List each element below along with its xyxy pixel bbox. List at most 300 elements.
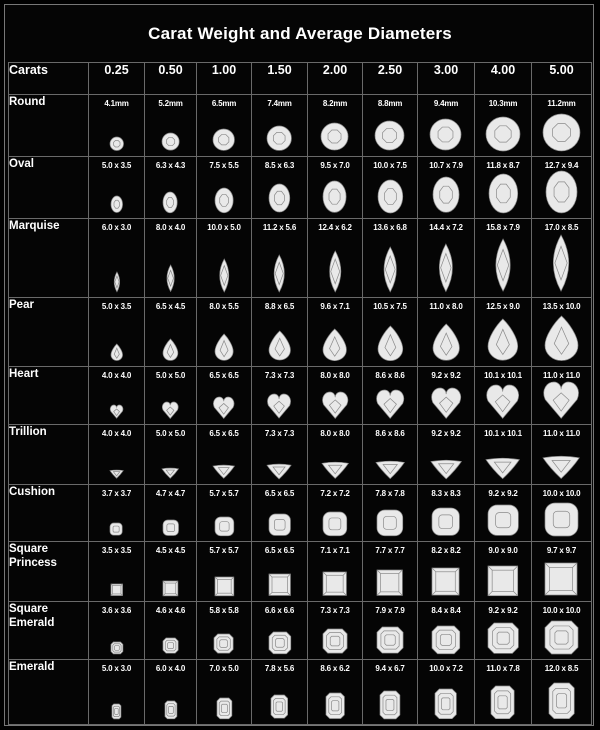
size-cell	[475, 485, 532, 542]
round-stone-shape	[320, 122, 350, 152]
dimension-label: 7.2 x 7.2	[320, 489, 350, 498]
carat-header-2.50: 2.50	[363, 63, 418, 95]
oval-stone-icon	[145, 191, 196, 214]
cushion-stone-shape	[214, 516, 235, 537]
dimension-label: 12.0 x 8.5	[544, 664, 579, 673]
dimension-label: 7.0 x 5.0	[209, 664, 239, 673]
size-cell	[252, 602, 308, 660]
heart-stone-shape	[161, 401, 180, 420]
size-cell	[532, 157, 592, 219]
size-cell	[145, 425, 197, 485]
size-cell	[532, 485, 592, 542]
cushion-stone-shape	[544, 502, 579, 537]
size-cell	[252, 95, 308, 157]
pear-stone-icon	[475, 318, 531, 362]
pear-stone-shape	[162, 338, 179, 362]
shape-label: Emerald	[9, 660, 89, 725]
dimension-label: 9.5 x 7.0	[320, 161, 350, 170]
trillion-stone-icon	[197, 464, 251, 480]
oval-stone-shape	[545, 170, 579, 214]
size-cell	[145, 542, 197, 602]
cushion-stone-shape	[322, 511, 348, 537]
princess-stone-icon	[532, 562, 591, 597]
dimension-label: 8.2 x 8.2	[431, 546, 461, 555]
dimension-label: 8.4 x 8.4	[431, 606, 461, 615]
dimension-label: 5.0 x 3.5	[101, 302, 132, 311]
size-cell	[145, 298, 197, 367]
dimension-label: 8.0 x 5.5	[209, 302, 239, 311]
size-cell	[308, 219, 363, 298]
size-cell	[308, 367, 363, 425]
dimension-label: 9.2 x 9.2	[431, 371, 461, 380]
size-cell	[532, 542, 592, 602]
size-cell	[308, 298, 363, 367]
cushion-stone-shape	[268, 513, 292, 537]
sqemerald-stone-icon	[363, 626, 417, 655]
dimension-label: 6.5 x 6.5	[209, 371, 239, 380]
size-cell	[532, 660, 592, 725]
round-stone-icon	[532, 113, 591, 152]
size-cell	[197, 219, 252, 298]
pear-stone-icon	[532, 315, 591, 362]
dimension-label: 6.5 x 4.5	[155, 302, 186, 311]
size-cell	[89, 298, 145, 367]
dimension-label: 5.8 x 5.8	[209, 606, 239, 615]
size-cell	[89, 425, 145, 485]
shape-row-round	[9, 95, 592, 157]
dimension-label: 8.3 x 8.3	[431, 489, 461, 498]
size-cell	[252, 542, 308, 602]
oval-stone-shape	[377, 179, 404, 214]
dimension-label: 10.0 x 5.0	[207, 223, 241, 232]
dimension-label: 10.0 x 10.0	[542, 489, 581, 498]
carat-header-3.00: 3.00	[418, 63, 475, 95]
dimension-label: 6.5 x 6.5	[264, 546, 295, 555]
pear-stone-shape	[544, 315, 579, 362]
emerald-stone-shape	[270, 694, 289, 720]
oval-stone-shape	[110, 195, 124, 214]
dimension-label: 6.6 x 6.6	[264, 606, 295, 615]
dimension-label: 5.7 x 5.7	[209, 546, 239, 555]
dimension-label: 3.5 x 3.5	[101, 546, 132, 555]
size-cell	[308, 660, 363, 725]
dimension-label: 7.9 x 7.9	[375, 606, 405, 615]
emerald-stone-icon	[532, 682, 591, 720]
sqemerald-stone-shape	[110, 641, 124, 655]
heart-stone-icon	[89, 404, 144, 420]
marquise-stone-icon	[252, 254, 307, 293]
size-cell	[252, 660, 308, 725]
round-stone-shape	[374, 120, 406, 152]
carat-header-0.25: 0.25	[89, 63, 145, 95]
size-cell	[252, 485, 308, 542]
dimension-label: 4.1mm	[104, 99, 129, 108]
dimension-label: 5.7 x 5.7	[209, 489, 239, 498]
cushion-stone-icon	[252, 513, 307, 537]
dimension-label: 10.3mm	[488, 99, 518, 108]
size-cell	[418, 542, 475, 602]
shape-label: Square Emerald	[9, 602, 89, 660]
sqemerald-stone-shape	[487, 622, 520, 655]
heart-stone-shape	[430, 387, 463, 420]
size-cell	[363, 95, 418, 157]
shape-row-heart	[9, 367, 592, 425]
size-cell	[252, 157, 308, 219]
dimension-label: 10.1 x 10.1	[484, 429, 522, 438]
size-cell	[308, 485, 363, 542]
trillion-stone-shape	[375, 460, 406, 480]
dimension-label: 15.8 x 7.9	[486, 223, 520, 232]
pear-stone-shape	[432, 323, 461, 362]
cushion-stone-icon	[308, 511, 362, 537]
pear-stone-icon	[363, 325, 417, 362]
size-cell	[308, 425, 363, 485]
cushion-stone-icon	[475, 504, 531, 537]
size-cell	[308, 95, 363, 157]
carat-diameter-table	[8, 62, 592, 725]
marquise-stone-shape	[163, 264, 179, 293]
dimension-label: 6.5 x 6.5	[264, 489, 295, 498]
princess-stone-shape	[544, 562, 579, 597]
size-cell	[363, 485, 418, 542]
dimension-label: 10.0 x 7.5	[373, 161, 407, 170]
emerald-stone-shape	[434, 688, 458, 720]
round-stone-shape	[161, 132, 181, 152]
round-stone-shape	[266, 125, 293, 152]
trillion-stone-icon	[475, 457, 531, 480]
sqemerald-stone-icon	[418, 625, 474, 655]
marquise-stone-shape	[433, 243, 459, 293]
size-cell	[475, 367, 532, 425]
dimension-label: 8.6 x 6.2	[320, 664, 350, 673]
marquise-stone-shape	[489, 238, 518, 293]
marquise-stone-shape	[269, 254, 290, 293]
dimension-label: 6.5mm	[211, 99, 237, 108]
dimension-label: 9.6 x 7.1	[320, 302, 350, 311]
dimension-label: 5.0 x 5.0	[155, 371, 186, 380]
dimension-label: 7.3 x 7.3	[264, 371, 295, 380]
shape-row-marquise	[9, 219, 592, 298]
size-cell	[532, 602, 592, 660]
size-cell	[363, 425, 418, 485]
size-cell	[418, 660, 475, 725]
dimension-label: 9.4mm	[433, 99, 459, 108]
dimension-label: 11.2mm	[547, 99, 576, 108]
dimension-label: 4.0 x 4.0	[101, 371, 132, 380]
emerald-stone-shape	[548, 682, 576, 720]
princess-stone-icon	[145, 580, 196, 597]
sqemerald-stone-icon	[89, 641, 144, 655]
size-cell	[475, 95, 532, 157]
size-cell	[363, 157, 418, 219]
marquise-stone-icon	[363, 246, 417, 293]
size-cell	[145, 219, 197, 298]
size-cell	[89, 157, 145, 219]
shape-label: Trillion	[9, 425, 89, 485]
size-cell	[89, 219, 145, 298]
size-cell	[145, 367, 197, 425]
dimension-label: 5.0 x 3.0	[101, 664, 132, 673]
shape-label: Square Princess	[9, 542, 89, 602]
size-cell	[197, 660, 252, 725]
size-cell	[475, 157, 532, 219]
emerald-stone-shape	[216, 697, 233, 720]
oval-stone-shape	[268, 183, 291, 214]
shape-label: Cushion	[9, 485, 89, 542]
size-cell	[475, 298, 532, 367]
heart-stone-icon	[475, 384, 531, 420]
princess-stone-shape	[162, 580, 179, 597]
size-cell	[418, 95, 475, 157]
pear-stone-icon	[252, 330, 307, 362]
dimension-label: 5.0 x 3.5	[101, 161, 132, 170]
emerald-stone-icon	[308, 692, 362, 720]
marquise-stone-shape	[378, 246, 403, 293]
oval-stone-shape	[432, 176, 461, 214]
dimension-label: 7.8 x 5.6	[264, 664, 295, 673]
princess-stone-shape	[110, 583, 124, 597]
shape-row-pear	[9, 298, 592, 367]
size-cell	[308, 542, 363, 602]
oval-stone-icon	[89, 195, 144, 214]
size-cell	[532, 219, 592, 298]
marquise-stone-icon	[475, 238, 531, 293]
dimension-label: 7.8 x 7.8	[375, 489, 405, 498]
oval-stone-icon	[475, 173, 531, 214]
sqemerald-stone-icon	[145, 637, 196, 655]
dimension-label: 6.3 x 4.3	[155, 161, 186, 170]
pear-stone-shape	[268, 330, 292, 362]
marquise-stone-shape	[111, 271, 123, 293]
dimension-label: 10.5 x 7.5	[373, 302, 407, 311]
cushion-stone-icon	[197, 516, 251, 537]
size-cell	[363, 219, 418, 298]
marquise-stone-icon	[418, 243, 474, 293]
trillion-stone-icon	[363, 460, 417, 480]
dimension-label: 9.7 x 9.7	[546, 546, 577, 555]
chart-title: Carat Weight and Average Diameters	[148, 23, 452, 43]
dimension-label: 4.0 x 4.0	[101, 429, 132, 438]
carat-header-2.00: 2.00	[308, 63, 363, 95]
princess-stone-shape	[376, 569, 404, 597]
size-cell	[89, 602, 145, 660]
oval-stone-icon	[363, 179, 417, 214]
emerald-stone-icon	[145, 700, 196, 720]
dimension-label: 3.7 x 3.7	[101, 489, 132, 498]
princess-stone-icon	[197, 576, 251, 597]
princess-stone-shape	[431, 567, 461, 597]
size-cell	[363, 542, 418, 602]
sqemerald-stone-icon	[197, 633, 251, 655]
dimension-label: 8.6 x 8.6	[375, 429, 405, 438]
heart-stone-icon	[363, 389, 417, 420]
size-cell	[532, 367, 592, 425]
size-cell	[89, 542, 145, 602]
emerald-stone-shape	[111, 703, 122, 720]
trillion-stone-shape	[212, 464, 236, 480]
princess-stone-icon	[475, 565, 531, 597]
size-cell	[363, 298, 418, 367]
shape-label: Pear	[9, 298, 89, 367]
sqemerald-stone-icon	[308, 628, 362, 655]
round-stone-icon	[308, 122, 362, 152]
cushion-stone-icon	[363, 509, 417, 537]
shape-row-emerald	[9, 660, 592, 725]
oval-stone-icon	[532, 170, 591, 214]
round-stone-shape	[109, 136, 125, 152]
size-cell	[475, 219, 532, 298]
size-cell	[475, 602, 532, 660]
dimension-label: 7.3 x 7.3	[264, 429, 295, 438]
princess-stone-icon	[252, 573, 307, 597]
round-stone-icon	[252, 125, 307, 152]
dimension-label: 9.2 x 9.2	[488, 606, 518, 615]
size-cell	[418, 298, 475, 367]
pear-stone-shape	[110, 343, 124, 362]
dimension-label: 6.0 x 4.0	[155, 664, 186, 673]
pear-stone-icon	[197, 333, 251, 362]
size-cell	[252, 298, 308, 367]
dimension-label: 9.0 x 9.0	[488, 546, 518, 555]
cushion-stone-shape	[162, 519, 180, 537]
round-stone-shape	[485, 116, 521, 152]
princess-stone-shape	[268, 573, 292, 597]
shape-label: Oval	[9, 157, 89, 219]
princess-stone-icon	[418, 567, 474, 597]
cushion-stone-icon	[532, 502, 591, 537]
size-cell	[418, 367, 475, 425]
trillion-stone-icon	[89, 469, 144, 480]
emerald-stone-icon	[89, 703, 144, 720]
oval-stone-icon	[308, 180, 362, 214]
dimension-label: 10.0 x 10.0	[542, 606, 581, 615]
marquise-stone-icon	[197, 258, 251, 293]
size-cell	[418, 219, 475, 298]
size-cell	[145, 602, 197, 660]
dimension-label: 10.0 x 7.2	[429, 664, 463, 673]
heart-stone-icon	[308, 391, 362, 420]
dimension-label: 7.1 x 7.1	[320, 546, 350, 555]
dimension-label: 9.2 x 9.2	[488, 489, 518, 498]
shape-row-cushion	[9, 485, 592, 542]
dimension-label: 12.7 x 9.4	[544, 161, 579, 170]
dimension-label: 11.0 x 8.0	[429, 302, 463, 311]
sqemerald-stone-shape	[431, 625, 461, 655]
round-stone-icon	[197, 128, 251, 152]
dimension-label: 8.6 x 8.6	[375, 371, 405, 380]
size-cell	[418, 157, 475, 219]
pear-stone-shape	[377, 325, 404, 362]
oval-stone-shape	[488, 173, 519, 214]
shape-label: Round	[9, 95, 89, 157]
round-stone-icon	[145, 132, 196, 152]
dimension-label: 6.0 x 3.0	[101, 223, 132, 232]
dimension-label: 7.3 x 7.3	[320, 606, 350, 615]
dimension-label: 11.0 x 7.8	[486, 664, 520, 673]
trillion-stone-icon	[252, 463, 307, 480]
heart-stone-icon	[197, 396, 251, 420]
oval-stone-icon	[252, 183, 307, 214]
cushion-stone-icon	[145, 519, 196, 537]
size-cell	[418, 425, 475, 485]
cushion-stone-icon	[418, 507, 474, 537]
size-cell	[145, 95, 197, 157]
dimension-label: 13.5 x 10.0	[542, 302, 581, 311]
shape-row-trillion	[9, 425, 592, 485]
size-cell	[252, 219, 308, 298]
size-cell	[252, 367, 308, 425]
pear-stone-icon	[308, 328, 362, 362]
emerald-stone-icon	[252, 694, 307, 720]
size-cell	[197, 367, 252, 425]
emerald-stone-shape	[379, 690, 401, 720]
size-cell	[89, 660, 145, 725]
emerald-stone-shape	[490, 685, 516, 720]
marquise-stone-icon	[145, 264, 196, 293]
round-stone-shape	[212, 128, 236, 152]
dimension-label: 8.2mm	[322, 99, 348, 108]
dimension-label: 4.7 x 4.7	[155, 489, 186, 498]
oval-stone-icon	[197, 187, 251, 214]
dimension-label: 4.6 x 4.6	[155, 606, 186, 615]
trillion-stone-shape	[161, 467, 180, 480]
size-cell	[197, 485, 252, 542]
round-stone-icon	[89, 136, 144, 152]
marquise-stone-icon	[308, 250, 362, 293]
emerald-stone-icon	[475, 685, 531, 720]
dimension-label: 11.8 x 8.7	[486, 161, 520, 170]
dimension-label: 8.5 x 6.3	[264, 161, 295, 170]
princess-stone-shape	[214, 576, 235, 597]
trillion-stone-shape	[321, 461, 350, 480]
pear-stone-icon	[89, 343, 144, 362]
dimension-label: 11.2 x 5.6	[262, 223, 297, 232]
oval-stone-shape	[162, 191, 179, 214]
size-cell	[89, 95, 145, 157]
pear-stone-icon	[418, 323, 474, 362]
size-cell	[197, 95, 252, 157]
dimension-label: 8.0 x 8.0	[320, 429, 350, 438]
dimension-label: 17.0 x 8.5	[544, 223, 579, 232]
size-cell	[145, 157, 197, 219]
princess-stone-icon	[363, 569, 417, 597]
dimension-label: 4.5 x 4.5	[155, 546, 186, 555]
size-cell	[197, 542, 252, 602]
sqemerald-stone-icon	[475, 622, 531, 655]
dimension-label: 5.0 x 5.0	[155, 429, 186, 438]
shape-row-oval	[9, 157, 592, 219]
princess-stone-icon	[308, 571, 362, 597]
shape-label: Marquise	[9, 219, 89, 298]
princess-stone-shape	[487, 565, 519, 597]
pear-stone-shape	[214, 333, 235, 362]
heart-stone-shape	[109, 404, 125, 420]
header-row	[9, 63, 592, 95]
size-cell	[197, 602, 252, 660]
emerald-stone-icon	[418, 688, 474, 720]
sqemerald-stone-shape	[268, 631, 292, 655]
emerald-stone-shape	[325, 692, 346, 720]
size-cell	[363, 602, 418, 660]
round-stone-shape	[429, 118, 463, 152]
dimension-label: 12.4 x 6.2	[318, 223, 352, 232]
size-cell	[252, 425, 308, 485]
carats-header-label: Carats	[9, 63, 89, 95]
marquise-stone-shape	[324, 250, 347, 293]
dimension-label: 11.0 x 11.0	[543, 429, 580, 438]
sqemerald-stone-shape	[322, 628, 349, 655]
trillion-stone-shape	[542, 455, 581, 480]
